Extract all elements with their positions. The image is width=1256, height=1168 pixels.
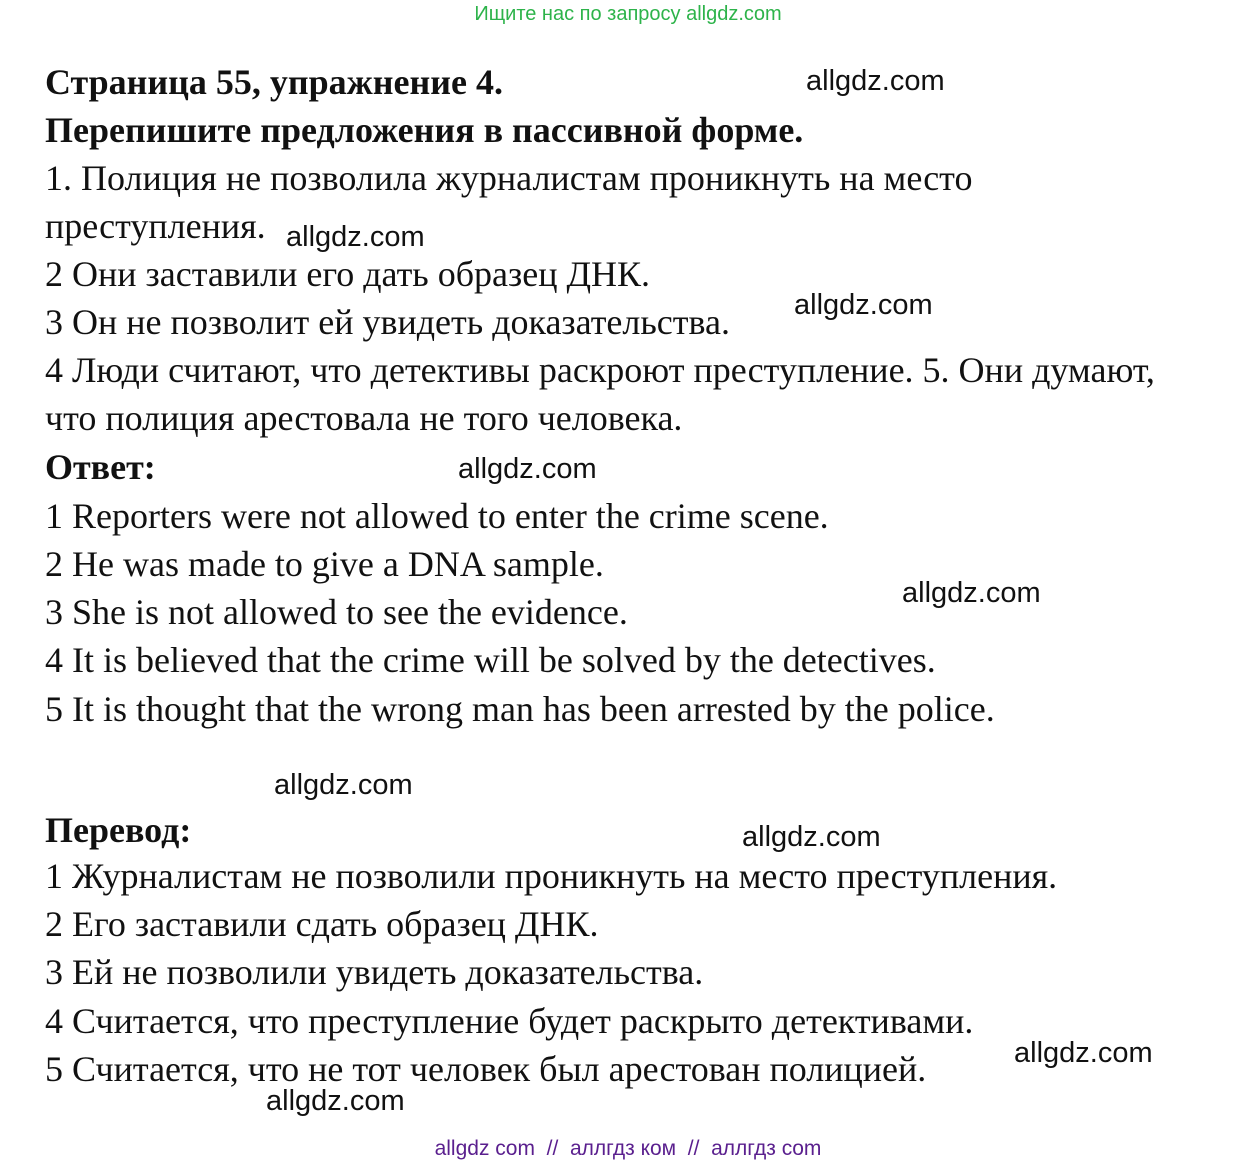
- search-banner: Ищите нас по запросу allgdz.com: [474, 3, 782, 25]
- exercise-instruction: Перепишите предложения в пассивной форме.: [45, 110, 804, 150]
- exercise-line: 4 Люди считают, что детективы раскроют преступление. 5. Они думают,: [45, 350, 1155, 390]
- answer-line: 5 It is thought that the wrong man has been arrested by the police.: [45, 689, 995, 729]
- exercise-line: преступления.: [45, 206, 266, 246]
- watermark: allgdz.com: [794, 289, 933, 321]
- exercise-line: 3 Он не позволит ей увидеть доказательства.: [45, 302, 731, 342]
- translation-heading: Перевод:: [45, 810, 192, 850]
- watermark: allgdz.com: [806, 65, 945, 97]
- answer-heading: Ответ:: [45, 447, 156, 487]
- translation-line: 1 Журналистам не позволили проникнуть на место преступления.: [45, 856, 1058, 896]
- exercise-line: 2 Они заставили его дать образец ДНК.: [45, 254, 651, 294]
- translation-line: 4 Считается, что преступление будет раскрыто детективами.: [45, 1001, 974, 1041]
- exercise-line: что полиция арестовала не того человека.: [45, 398, 683, 438]
- watermark: allgdz.com: [286, 221, 425, 253]
- answer-line: 4 It is believed that the crime will be solved by the detectives.: [45, 640, 936, 680]
- watermark: allgdz.com: [458, 453, 597, 485]
- translation-line: 3 Ей не позволили увидеть доказательства.: [45, 952, 704, 992]
- watermark: allgdz.com: [266, 1085, 405, 1117]
- watermark: allgdz.com: [902, 577, 1041, 609]
- watermark: allgdz.com: [742, 821, 881, 853]
- footer-watermark: allgdz com // аллгдз ком // аллгдз com: [434, 1137, 822, 1160]
- exercise-title: Страница 55, упражнение 4.: [45, 62, 503, 102]
- watermark: allgdz.com: [1014, 1037, 1153, 1069]
- translation-line: 5 Считается, что не тот человек был арестован полицией.: [45, 1049, 927, 1089]
- answer-line: 1 Reporters were not allowed to enter the crime scene.: [45, 496, 829, 536]
- answer-line: 3 She is not allowed to see the evidence.: [45, 592, 628, 632]
- watermark: allgdz.com: [274, 769, 413, 801]
- translation-line: 2 Его заставили сдать образец ДНК.: [45, 904, 599, 944]
- answer-line: 2 He was made to give a DNA sample.: [45, 544, 604, 584]
- exercise-line: 1. Полиция не позволила журналистам проникнуть на место: [45, 158, 973, 198]
